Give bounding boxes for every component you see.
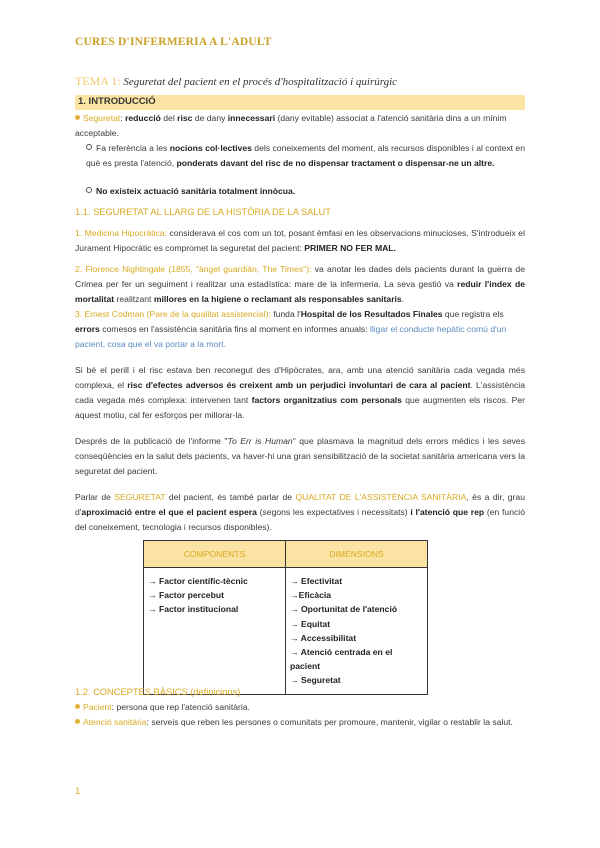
- bullet-icon: [75, 704, 80, 709]
- to-err-paragraph: Després de la publicació de l'informe "To Err is Human" que plasmava la magnitud dels errors mèdics i les seves conseqüències en la salut dels pacients, va haver-hi una gran sensibilització de la societat sanitària americana vers la seguretat del pacient.: [75, 436, 525, 476]
- dimensions-cell: [286, 568, 428, 695]
- risk-paragraph: Si bé el perill i el risc estava ben reconegut des d'Hipòcrates, ara, amb una atenció sanitària cada vegada més complexa, el risc d'efectes adversos és creixent amb un perjudici involuntari de cara al pacient. L'assistència cada vegada més complexa: intervenen tant factors organitzatius com personals que augmenten els riscos. Per aquest motiu, cal fer esforços per millorar-la.: [75, 365, 526, 420]
- list-item: → Seguretat: [290, 675, 341, 686]
- circle-bullet-icon: [86, 187, 92, 193]
- term-seguretat: Seguretat: [83, 113, 121, 123]
- definition-pacient: Pacient: persona que rep l'atenció sanitària.: [75, 700, 525, 715]
- list-item: → Efectivitat: [290, 576, 343, 586]
- list-item: → Factor científic-tècnic: [148, 576, 248, 586]
- circle-bullet-icon: [86, 144, 92, 150]
- section-heading-1-1: 1.1. SEGURETAT AL LLARG DE LA HISTÒRIA DE LA SALUT: [75, 207, 331, 217]
- list-item: → Factor institucional: [148, 604, 239, 615]
- section-heading-1-2: 1.2. CONCEPTES BÀSICS (definicions): [75, 687, 241, 697]
- list-item: → Oportunitat de l'atenció: [290, 604, 398, 615]
- bullet-icon: [75, 115, 80, 120]
- history-item-hippocratic: 1. Medicina Hipocràtica: considerava el cos com un tot, posant èmfasi en les observacions minucioses. S'introdueix el Jurament Hipocràtic es compromet la seguretat del pacient: PRIMER NO FER MAL.: [75, 228, 525, 253]
- document-header: CURES D'INFERMERIA A L'ADULT: [75, 36, 272, 48]
- history-item-codman: 3. Ernest Codman (Pare de la qualitat assistencial): funda l'Hospital de los Resultados Finales que registra els errors comesos en l'assistència sanitària fins al moment en informes anuals: lligar el conducte hepàtic comú d'un pacient, cosa que el va portar a la mort.: [75, 309, 507, 349]
- intro-paragraph: Seguretat: reducció del risc de dany innecessari (dany evitable) associat a l'atenció sanitària dins a un mínim acceptable.: [75, 113, 507, 138]
- table-header-components: COMPONENTS: [144, 541, 286, 568]
- list-item: →Eficàcia: [290, 590, 332, 601]
- history-item-nightingale: 2. Florence Nightingale (1855, "àngel guardián, The Times"): va anotar les dades dels pacients durant la guerra de Crimea per fer un seguiment i realitzar una estadística: mare de la infermeria. La seva gestió va reduir l'index de mortalitat realitzant millores en la higiene o reclamant als responsables sanitaris.: [75, 264, 525, 304]
- quality-paragraph: Parlar de SEGURETAT del pacient, és també parlar de QUALITAT DE L'ASSISTÈNCIA SANITÀRIA, és a dir, grau d'aproximació entre el que el pacient espera (segons les expectatives i necessitats) i l'atenció que rep (en funció del coneixement, tecnologia i recursos disponibles).: [75, 492, 525, 532]
- topic-title: [75, 74, 397, 89]
- list-item: → Atenció centrada en el pacient: [290, 647, 393, 672]
- page-number: 1: [75, 786, 81, 797]
- components-cell: [144, 568, 286, 695]
- topic-label: TEMA 1:: [75, 74, 121, 88]
- table-header-dimensions: DIMENSIONS: [286, 541, 428, 568]
- bullet-icon: [75, 719, 80, 724]
- list-item: → Equitat: [290, 618, 331, 629]
- list-item: → Factor percebut: [148, 590, 224, 601]
- section-heading-intro: 1. INTRODUCCIÓ: [78, 96, 156, 107]
- quality-table: [143, 540, 428, 695]
- highlighted-example: lligar el conducte hepàtic comú d'un pacient, cosa que el va portar a la mort.: [75, 324, 507, 349]
- intro-subpoint-2: No existeix actuació sanitària totalment innòcua.: [86, 184, 525, 199]
- list-item: → Accessibilitat: [290, 632, 357, 643]
- intro-subpoint-1: Fa referència a les nocions col·lectives dels coneixements del moment, als recursos disponibles i al context en què es presta l'atenció, ponderats davant del risc de no dispensar tractament o dispensar-ne un altre.: [86, 143, 525, 168]
- section-heading-bar: [75, 95, 525, 110]
- topic-title-text: Seguretat del pacient en el procés d'hospitalització i quirúrgic: [123, 76, 398, 88]
- definition-atencio-sanitaria: Atenció sanitària: serveis que reben les persones o comunitats per promoure, mantenir, vigilar o restablir la salut.: [75, 715, 525, 730]
